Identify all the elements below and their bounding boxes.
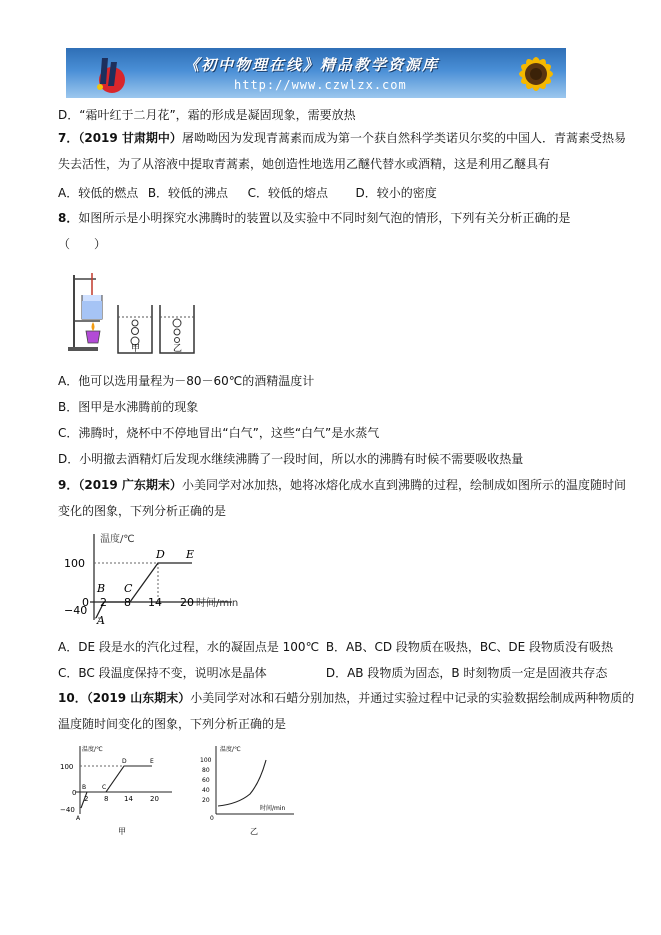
- point-e: E: [186, 548, 195, 561]
- banner-title: 《初中物理在线》精品教学资源库: [184, 56, 440, 74]
- y-tick-0: 0: [82, 596, 89, 609]
- yi-y-tick-80: 80: [202, 767, 210, 774]
- jia-point-b: B: [82, 784, 87, 791]
- fig-label-jia: 甲: [131, 344, 141, 354]
- q9-option-c: C．BC 段温度保持不变，说明冰是晶体: [58, 666, 267, 680]
- sunflower-icon: [504, 48, 564, 98]
- q9-options-row2: [58, 664, 607, 681]
- logo-icon: [92, 54, 132, 94]
- jia-y-label: 温度/℃: [82, 746, 103, 753]
- point-c: C: [124, 582, 133, 595]
- jia-point-e: E: [150, 758, 154, 765]
- q10-source: （2019 山东期末）: [86, 691, 191, 705]
- y-tick-minus40: −40: [64, 604, 88, 617]
- q8-option-a: A．他可以选用量程为－80－60℃的酒精温度计: [58, 374, 315, 388]
- banner-url: http://www.czwlzx.com: [234, 78, 407, 92]
- q7-option-a: A．较低的燃点: [58, 186, 139, 200]
- q10-chart-yi: [198, 742, 298, 837]
- fig-label-yi: 乙: [173, 344, 183, 354]
- prev-option-d: D．“霜叶红于二月花”，霜的形成是凝固现象，需要放热: [58, 108, 356, 122]
- point-b: B: [97, 582, 106, 595]
- q8-bracket: （ ）: [58, 237, 107, 251]
- q7-options: [58, 184, 437, 201]
- q8-option-b: B．图甲是水沸腾前的现象: [58, 400, 199, 414]
- x-tick-8: 8: [124, 596, 131, 609]
- q9-line1: [58, 477, 626, 493]
- q9-option-a: A．DE 段是水的汽化过程，水的凝固点是 100℃: [58, 640, 320, 654]
- q8-apparatus-figure: [60, 265, 200, 360]
- q9-option-d: D．AB 段物质为固态，B 时刻物质一定是固液共存态: [325, 666, 608, 680]
- alcohol-lamp: [86, 331, 100, 343]
- jia-y-tick-minus40: −40: [60, 806, 75, 814]
- q7-source: （2019 甘肃期中）: [78, 131, 182, 145]
- point-d: D: [156, 548, 165, 561]
- q10-chart-jia: [60, 742, 175, 837]
- q9-options-row1: [58, 638, 613, 655]
- jia-caption: 甲: [118, 827, 126, 836]
- stand-base: [68, 347, 98, 351]
- q7-line1: [58, 130, 626, 146]
- temperature-curve-yi: [218, 760, 266, 806]
- q9-option-b: B．AB、CD 段物质在吸热，BC、DE 段物质没有吸热: [325, 640, 613, 654]
- yi-y-tick-60: 60: [202, 777, 210, 784]
- q7-text1: 屠呦呦因为发现青蒿素而成为第一个获自然科学类诺贝尔奖的中国人．青蒿素受热易: [181, 131, 626, 145]
- y-axis-label: 温度/℃: [100, 534, 135, 545]
- x-tick-20: 20: [180, 596, 194, 609]
- x-axis-label: 时间/min: [196, 598, 239, 609]
- q9-source: （2019 广东期末）: [78, 478, 182, 492]
- jia-x-tick-20: 20: [150, 795, 159, 803]
- yi-y-tick-40: 40: [202, 787, 210, 794]
- q9-text1: 小美同学对冰加热，她将冰熔化成水直到沸腾的过程，绘制成如图所示的温度随时间: [181, 478, 626, 492]
- q10-text1: 小美同学对冰和石蜡分别加热，并通过实验过程中记录的实验数据绘制成两种物质的: [190, 691, 635, 705]
- q8-option-c: C．沸腾时，烧杯中不停地冒出“白气”，这些“白气”是水蒸气: [58, 426, 380, 440]
- q8-option-d: D．小明撤去酒精灯后发现水继续沸腾了一段时间，所以水的沸腾有时候不需要吸收热量: [58, 452, 524, 466]
- jia-x-tick-8: 8: [104, 795, 109, 803]
- header-banner: [66, 48, 566, 98]
- q10-line2: 温度随时间变化的图象，下列分析正确的是: [58, 717, 287, 731]
- q10-number: 10．: [58, 691, 87, 705]
- jia-x-tick-14: 14: [124, 795, 133, 803]
- y-tick-100: 100: [64, 557, 85, 570]
- temperature-curve-jia: [81, 766, 152, 808]
- jia-y-tick-100: 100: [60, 763, 74, 771]
- q7-option-d: D．较小的密度: [355, 186, 437, 200]
- q9-line2: 变化的图象，下列分析正确的是: [58, 504, 227, 518]
- yi-caption: 乙: [250, 827, 258, 836]
- q9-temperature-chart: [60, 530, 260, 625]
- point-a: A: [97, 614, 105, 625]
- q7-option-c: C．较低的熔点: [247, 186, 329, 200]
- jia-point-c: C: [102, 784, 107, 791]
- yi-x-label: 时间/min: [260, 805, 286, 812]
- q10-line1: [58, 690, 634, 706]
- q7-number: 7．: [58, 131, 79, 145]
- yi-origin: 0: [210, 815, 214, 822]
- flame-icon: [92, 322, 95, 331]
- jia-x-tick-2: 2: [84, 795, 89, 803]
- x-tick-14: 14: [148, 596, 162, 609]
- q8-text1: 如图所示是小明探究水沸腾时的装置以及实验中不同时刻气泡的情形，下列有关分析正确的是: [78, 211, 571, 225]
- x-tick-2: 2: [100, 596, 107, 609]
- q7-line2: 失去活性，为了从溶液中提取青蒿素，她创造性地选用乙醚代替水或酒精，这是利用乙醚具有: [58, 157, 551, 171]
- jia-y-tick-0: 0: [72, 789, 77, 797]
- q8-line1: [58, 210, 570, 226]
- q7-option-b: B．较低的沸点: [147, 186, 229, 200]
- yi-y-label: 温度/℃: [220, 746, 241, 753]
- yi-y-tick-20: 20: [202, 797, 210, 804]
- q9-number: 9．: [58, 478, 79, 492]
- jia-point-a: A: [76, 815, 81, 822]
- q8-number: 8．: [58, 211, 79, 225]
- jia-point-d: D: [122, 758, 127, 765]
- temperature-curve: [96, 563, 192, 618]
- yi-y-tick-100: 100: [200, 757, 212, 764]
